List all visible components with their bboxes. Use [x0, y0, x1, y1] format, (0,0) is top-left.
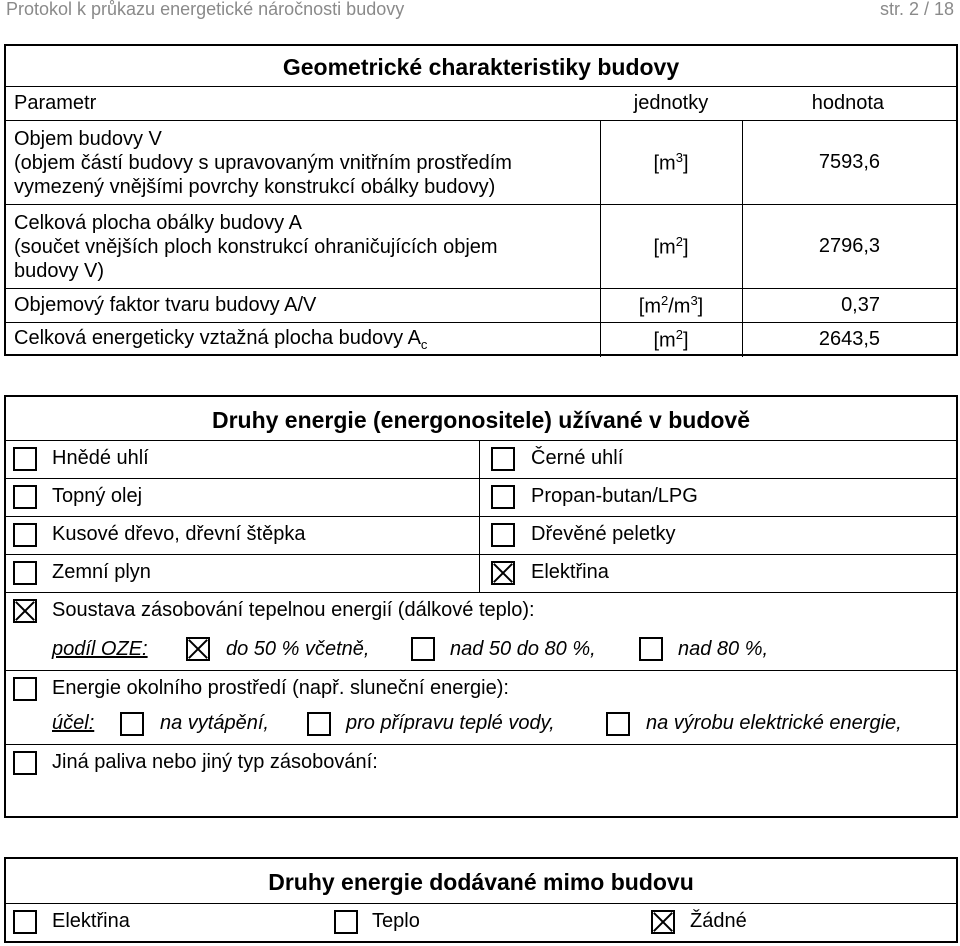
checkbox-label: Soustava zásobování tepelnou energií (dálkové teplo):: [52, 599, 535, 621]
unit-cell: $[m^2/m^3]$: [600, 289, 742, 323]
outside-title: Druhy energie dodávané mimo budovu: [268, 869, 694, 895]
checkbox-outside-elektrina[interactable]: [13, 910, 37, 934]
checkbox-drevene-peletky[interactable]: [491, 523, 515, 547]
param-line: budovy V): [14, 259, 105, 282]
checkbox-ambient-energy[interactable]: [13, 677, 37, 701]
checkbox-propan-butan[interactable]: [491, 485, 515, 509]
checkbox-oze-nad-80[interactable]: [639, 637, 663, 661]
geometry-row: [6, 205, 956, 289]
energy-section: [4, 395, 958, 818]
checkbox-label: Elektřina: [531, 561, 609, 583]
checkbox-label: Teplo: [372, 910, 420, 932]
checkbox-oze-do-50[interactable]: [186, 637, 210, 661]
geometry-row: [6, 121, 956, 205]
geometry-row: [6, 289, 956, 323]
value-cell: 2796,3: [742, 205, 956, 289]
checkbox-label: Topný olej: [52, 485, 143, 507]
checkbox-other-fuel[interactable]: [13, 751, 37, 775]
param-line: vymezený vnějšími povrchy konstrukcí obálky budovy): [14, 175, 496, 198]
col-units-header: jednotky: [600, 87, 742, 121]
outside-section: [4, 857, 958, 943]
checkbox-label: Dřevěné peletky: [531, 523, 676, 545]
other-fuel-row: [6, 744, 956, 785]
unit-cell: $[m^2]$: [600, 323, 742, 357]
param-line: Objemový faktor tvaru budovy A/V: [6, 289, 600, 323]
checkbox-purpose-heating[interactable]: [120, 712, 144, 736]
checkbox-label: Jiná paliva nebo jiný typ zásobování:: [52, 751, 378, 773]
purpose-label: účel:: [52, 712, 95, 734]
geometry-row: [6, 323, 956, 357]
checkbox-zemni-plyn[interactable]: [13, 561, 37, 585]
value-cell: 2643,5: [742, 323, 956, 357]
checkbox-hnede-uhli[interactable]: [13, 447, 37, 471]
checkbox-label: na vytápění,: [160, 712, 269, 734]
page-header: [0, 0, 960, 24]
checkbox-label: Elektřina: [52, 910, 130, 932]
geometry-section: [4, 44, 958, 356]
checkbox-purpose-electricity[interactable]: [606, 712, 630, 736]
checkbox-outside-teplo[interactable]: [334, 910, 358, 934]
geometry-table: [6, 86, 956, 357]
geometry-title: Geometrické charakteristiky budovy: [282, 54, 680, 80]
checkbox-label: Energie okolního prostředí (např. sluneční energie):: [52, 677, 509, 699]
checkbox-outside-zadne-checked[interactable]: [651, 910, 675, 934]
checkbox-label: Propan-butan/LPG: [531, 485, 698, 507]
param-line: Celková plocha obálky budovy A: [14, 211, 302, 234]
checkbox-label: Hnědé uhlí: [52, 447, 149, 469]
checkbox-purpose-hot-water[interactable]: [307, 712, 331, 736]
checkbox-kusove-drevo[interactable]: [13, 523, 37, 547]
checkbox-district-heating-checked[interactable]: [13, 599, 37, 623]
outside-row: [6, 903, 956, 946]
oze-share-row: [6, 632, 956, 670]
checkbox-label: nad 80 %,: [678, 638, 769, 660]
param-line: Celková energeticky vztažná plocha budovy $A_c$: [6, 323, 600, 357]
col-value-header: hodnota: [742, 87, 956, 121]
energy-row: [6, 478, 956, 515]
checkbox-label: do 50 % včetně,: [226, 638, 370, 660]
energy-row: [6, 554, 956, 591]
purpose-row: [6, 708, 956, 746]
unit-cell: $[m^3]$: [600, 121, 742, 205]
checkbox-label: pro přípravu teplé vody,: [346, 712, 555, 734]
unit-cell: $[m^2]$: [600, 205, 742, 289]
param-line: (součet vnějších ploch konstrukcí ohraničujících objem: [14, 235, 498, 258]
checkbox-label: Černé uhlí: [531, 447, 624, 469]
param-line: (objem částí budovy s upravovaným vnitřním prostředím: [14, 151, 512, 174]
value-cell: 7593,6: [742, 121, 956, 205]
value-cell: 0,37: [742, 289, 956, 323]
col-param-header: Parametr: [6, 87, 600, 121]
checkbox-cerne-uhli[interactable]: [491, 447, 515, 471]
checkbox-label: na výrobu elektrické energie,: [646, 712, 902, 734]
param-line: Objem budovy V: [14, 127, 162, 150]
checkbox-label: nad 50 do 80 %,: [450, 638, 596, 660]
geometry-header-row: [6, 87, 956, 121]
energy-row: [6, 516, 956, 553]
checkbox-topny-olej[interactable]: [13, 485, 37, 509]
checkbox-label: Zemní plyn: [52, 561, 151, 583]
checkbox-oze-50-80[interactable]: [411, 637, 435, 661]
energy-title: Druhy energie (energonositele) užívané v budově: [211, 407, 751, 433]
oze-label: podíl OZE:: [52, 638, 148, 660]
page-number: str. 2 / 18: [879, 0, 954, 19]
checkbox-label: Kusové dřevo, dřevní štěpka: [52, 523, 306, 545]
district-heating-row: [6, 592, 956, 633]
ambient-energy-row: [6, 670, 956, 709]
checkbox-elektrina-checked[interactable]: [491, 561, 515, 585]
document-title: Protokol k průkazu energetické náročnosti budovy: [6, 0, 405, 19]
energy-row: [6, 440, 956, 477]
checkbox-label: Žádné: [690, 910, 747, 932]
